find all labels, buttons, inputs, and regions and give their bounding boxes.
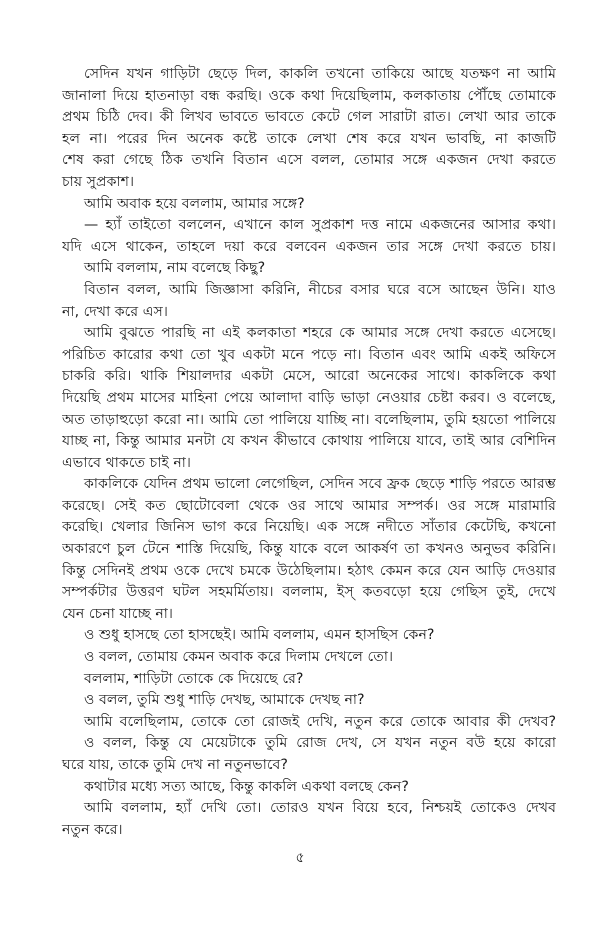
text-line: যদি এসে থাকেন, তাহলে দয়া করে বলবেন একজন তার সঙ্গে দেখা করতে চায়।: [62, 238, 556, 255]
text-line: শেষ করা গেছে ঠিক তখনি বিতান এসে বলল, তোমার সঙ্গে একজন দেখা করতে: [62, 152, 556, 169]
text-line: নতুন করে।: [62, 821, 123, 838]
text-line: করেছে। সেই কত ছোটোবেলা থেকে ওর সাথে আমার সম্পর্ক। ওর সঙ্গে মারামারি: [62, 497, 556, 514]
text-line: করেছি। খেলার জিনিস ভাগ করে নিয়েছি। এক সঙ্গে নদীতে সাঁতার কেটেছি, কখনো: [62, 519, 556, 536]
text-line: সেদিন যখন গাড়িটা ছেড়ে দিল, কাকলি তখনো তাকিয়ে আছে যতক্ষণ না আমি: [84, 66, 556, 82]
text-line: আমি বুঝতে পারছি না এই কলকাতা শহরে কে আমার সঙ্গে দেখা করতে এসেছে।: [84, 325, 556, 342]
text-line: বিতান বলল, আমি জিজ্ঞাসা করিনি, নীচের বসার ঘরে বসে আছেন উনি। যাও: [84, 281, 556, 298]
text-line: দিয়েছি প্রথম মাসের মাহিনা পেয়ে আলাদা বাড়ি ভাড়া নেওয়ার চেষ্টা করব। ও বলেছে,: [62, 389, 556, 406]
text-line: কথাটার মধ্যে সত্য আছে, কিন্তু কাকলি একথা বলছে কেন?: [84, 778, 409, 795]
text-line: ও বলল, তোমায় কেমন অবাক করে দিলাম দেখলে তো।: [84, 649, 394, 666]
text-line: জানালা দিয়ে হাতনাড়া বন্ধ করছি। ওকে কথা দিয়েছিলাম, কলকাতায় পৌঁছে তোমাকে: [62, 87, 556, 104]
text-line: আমি বললাম, নাম বলেছে কিছু?: [84, 260, 266, 277]
text-line: অকারণে চুল টেনে শাস্তি দিয়েছি, কিন্তু যাকে বলে আকর্ষণ তা কখনও অনুভব করিনি।: [62, 541, 556, 558]
text-line: বললাম, শাড়িটা তোকে কে দিয়েছে রে?: [84, 670, 304, 687]
text-line: আমি বলেছিলাম, তোকে তো রোজই দেখি, নতুন করে তোকে আবার কী দেখব?: [84, 713, 556, 730]
text-line: চাকরি করি। থাকি শিয়ালদার একটা মেসে, আরো অনেকের সাথে। কাকলিকে কথা: [62, 368, 556, 385]
page-number: ৫: [295, 850, 305, 866]
text-line: আমি বললাম, হ্যাঁ দেখি তো। তোরও যখন বিয়ে হবে, নিশ্চয়ই তোকেও দেখব: [84, 800, 556, 817]
text-line: ও শুধু হাসছে তো হাসছেই। আমি বললাম, এমন হাসছিস কেন?: [84, 627, 435, 644]
text-line: ও বলল, কিন্তু যে মেয়েটাকে তুমি রোজ দেখ, সে যখন নতুন বউ হয়ে কারো: [84, 735, 556, 752]
text-line: হল না। পরের দিন অনেক কষ্টে তাকে লেখা শেষ করে যখন ভাবছি, না কাজটি: [62, 130, 556, 147]
text-line: কিন্তু সেদিনই প্রথম ওকে দেখে চমকে উঠেছিলাম। হঠাৎ কেমন করে যেন আড়ি দেওয়ার: [62, 562, 556, 579]
text-line: যেন চেনা যাচ্ছে না।: [62, 605, 173, 622]
text-line: ও বলল, তুমি শুধু শাড়ি দেখছ, আমাকে দেখছ না?: [84, 692, 365, 709]
text-line: পরিচিত কারোর কথা তো খুব একটা মনে পড়ে না। বিতান এবং আমি একই অফিসে: [62, 346, 556, 363]
text-line: প্রথম চিঠি দেব। কী লিখব ভাবতে ভাবতে কেটে গেল সারাটা রাত। লেখা আর তাকে: [62, 109, 556, 126]
text-line: আমি অবাক হয়ে বললাম, আমার সঙ্গে?: [84, 195, 305, 212]
text-line: এভাবে থাকতে চাই না।: [62, 454, 191, 471]
page-body-text: [62, 64, 556, 841]
text-line: — হ্যাঁ তাইতো বললেন, এখানে কাল সুপ্রকাশ দত্ত নামে একজনের আসার কথা।: [84, 217, 556, 234]
text-line: অত তাড়াহুড়ো করো না। আমি তো পালিয়ে যাচ্ছি না। বলেছিলাম, তুমি হয়তো পালিয়ে: [62, 411, 556, 428]
text-line: না, দেখা করে এস।: [62, 303, 168, 320]
text-line: কাকলিকে যেদিন প্রথম ভালো লেগেছিল, সেদিন সবে ফ্রক ছেড়ে শাড়ি পরতে আরম্ভ: [84, 476, 556, 493]
text-line: ঘরে যায়, তাকে তুমি দেখ না নতুনভাবে?: [62, 757, 288, 773]
text-line: সম্পর্কটার উত্তরণ ঘটল সহমর্মিতায়। বললাম, ইস্ কতবড়ো হয়ে গেছিস তুই, দেখে: [62, 584, 556, 601]
text-line: যাচ্ছ না, কিন্তু আমার মনটা যে কখন কীভাবে কোথায় পালিয়ে যাবে, তাই আর বেশিদিন: [62, 433, 556, 450]
text-line: চায় সুপ্রকাশ।: [62, 173, 135, 190]
